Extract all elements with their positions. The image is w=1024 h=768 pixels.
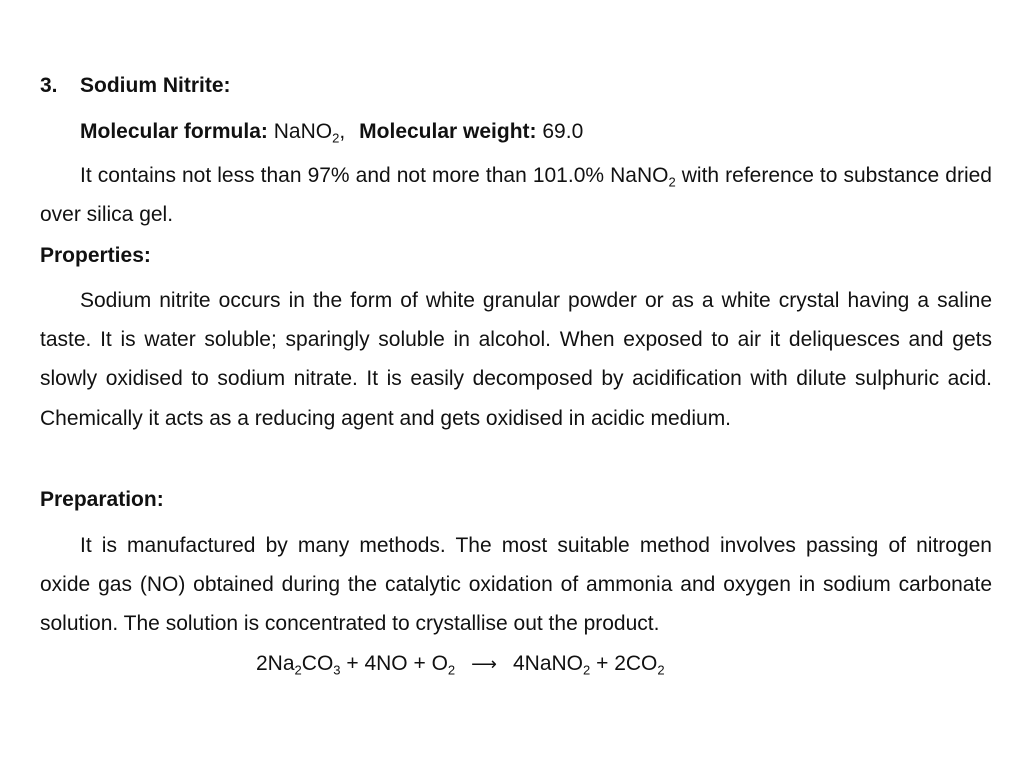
formula-value: NaNO$_2$, <box>273 120 346 146</box>
intro-paragraph: It contains not less than 97% and not more than 101.0% NaNO$_2$ with reference to substance dried over silica gel. <box>40 164 992 227</box>
properties-paragraph: Sodium nitrite occurs in the form of white granular powder or as a white crystal having a saline taste. It is water soluble; sparingly soluble in alcohol. When exposed to air it deliquesces and gets slowly oxidised to sodium nitrate. It is easily decomposed by acidification with dilute sulphuric acid. Chemically it acts as a reducing agent and gets oxidised in acidic medium. <box>40 289 992 430</box>
section-number: 3. <box>40 74 58 97</box>
weight-label: Molecular weight: <box>359 120 537 143</box>
preparation-heading: Preparation: <box>40 488 164 511</box>
molecular-info <box>80 112 583 151</box>
weight-value: 69.0 <box>542 120 584 143</box>
section-title-text: Sodium Nitrite: <box>80 74 231 97</box>
properties-heading: Properties: <box>40 244 151 267</box>
chemical-equation: $2Na_2CO_3 + 4NO + O_2$ ⟶ 4NaNO$_2$ + $2CO_2$ <box>256 652 665 678</box>
reaction-arrow-icon: ⟶ <box>471 654 497 674</box>
section-title <box>40 74 231 98</box>
formula-label: Molecular formula: <box>80 120 268 143</box>
preparation-paragraph: It is manufactured by many methods. The most suitable method involves passing of nitrogen oxide gas (NO) obtained during the catalytic oxidation of ammonia and oxygen in sodium carbonate solution. The solution is concentrated to crystallise out the product. <box>40 534 992 636</box>
